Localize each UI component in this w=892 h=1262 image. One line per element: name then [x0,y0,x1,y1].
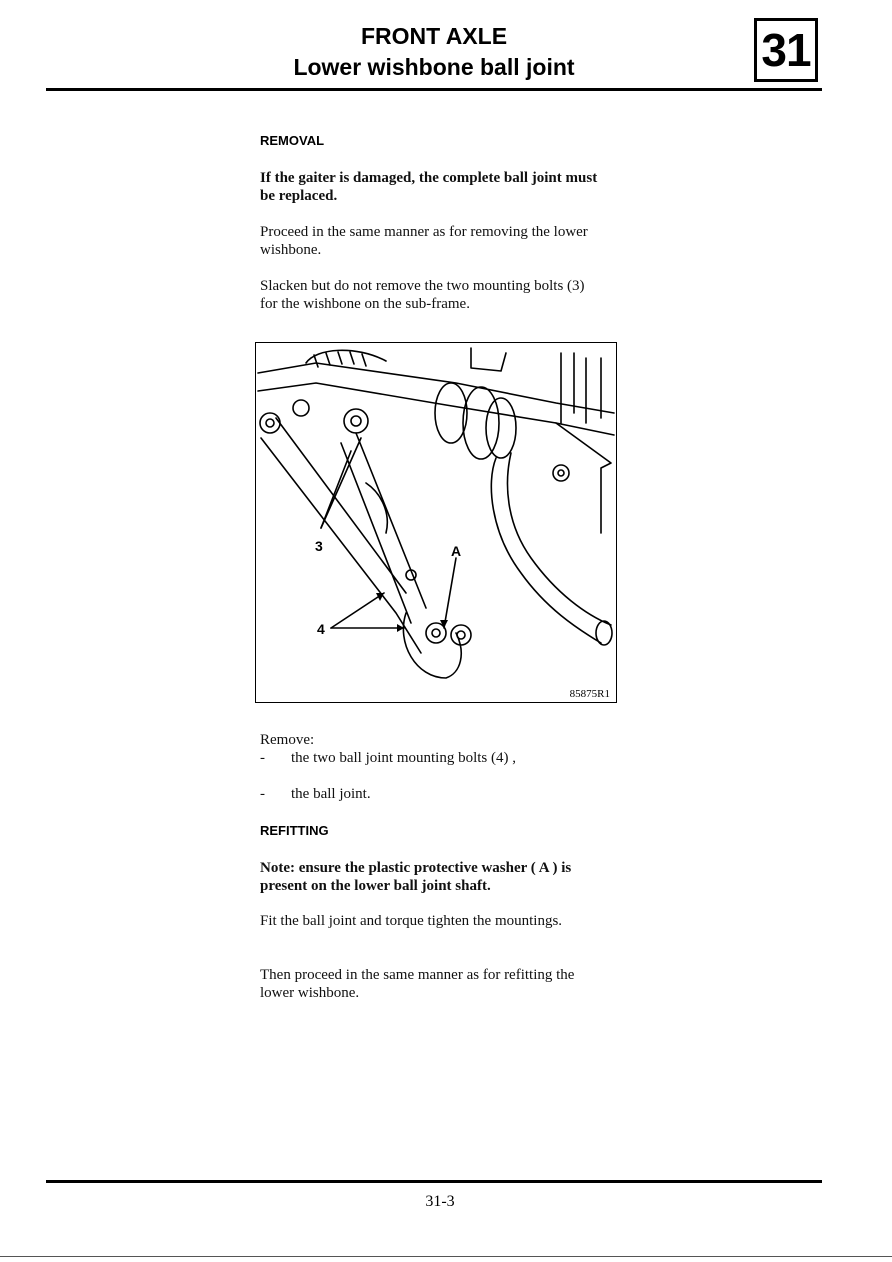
refitting-step-2: Then proceed in the same manner as for refitting the lower wishbone. [260,967,575,1001]
list-item-text: the ball joint. [291,786,371,802]
removal-step-1: Proceed in the same manner as for removing the lower wishbone. [260,224,588,258]
list-dash: - [260,786,265,802]
page-subtitle: Lower wishbone ball joint [293,54,575,80]
list-item [260,785,371,803]
header-rule [46,88,822,91]
remove-intro: Remove: [260,732,315,748]
scan-edge-line [0,1256,892,1257]
removal-heading: REMOVAL [260,133,325,148]
removal-step-2: Slacken but do not remove the two mounting bolts (3) for the wishbone on the sub-frame. [260,278,585,312]
footer-rule [46,1180,822,1183]
technical-illustration [255,342,617,703]
page-number: 31-3 [425,1193,455,1210]
suspension-drawing [256,343,616,702]
refitting-heading: REFITTING [260,823,329,838]
removal-warning: If the gaiter is damaged, the complete ball joint must be replaced. [260,170,598,204]
refitting-note: Note: ensure the plastic protective washer ( A ) is present on the lower ball joint shaft. [260,860,572,894]
page-title: FRONT AXLE [360,23,508,49]
list-item-text: the two ball joint mounting bolts (4) , [291,750,516,766]
label-bolts-3: 3 [315,538,323,554]
label-washer-a: A [451,543,462,559]
list-item [260,749,516,767]
refitting-step-1: Fit the ball joint and torque tighten the mountings. [260,913,563,929]
chapter-number: 31 [754,18,818,82]
figure-reference: 85875R1 [569,688,610,700]
label-bolts-4: 4 [317,621,325,637]
list-dash: - [260,750,265,766]
